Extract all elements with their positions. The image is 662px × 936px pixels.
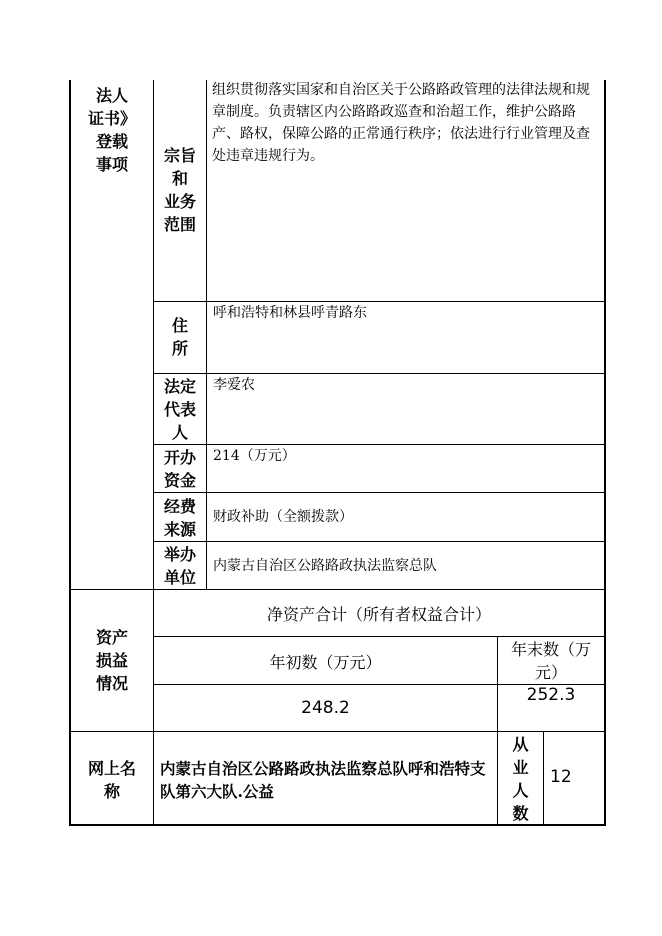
table-border-right [604,80,606,826]
table-column-divider [543,731,544,826]
row-label-startup-funds: 开办 资金 [163,448,196,490]
staff-count-label: 从 业 人 数 [512,735,529,823]
table-column-divider [206,80,207,590]
table-row-divider [153,541,605,542]
section-label-online-name: 网上名 称 [87,759,136,801]
table-row-divider [153,492,605,493]
table-border-left [69,80,71,826]
row-value-sponsor-unit: 内蒙古自治区公路路政执法监察总队 [213,558,437,574]
beginning-of-year-header: 年初数（万元） [269,653,382,672]
row-value-purpose-scope: 组织贯彻落实国家和自治区关于公路路政管理的法律法规和规章制度。负责辖区内公路路政巡查和治超工作，维护公路路产、路权，保障公路的正常通行秩序；依法进行行业管理及查处违章违规行为。 [212,82,590,164]
table-row-divider [153,636,605,637]
row-label-purpose-scope: 宗旨 和 业务 范围 [163,146,196,234]
row-value-legal-representative: 李爱农 [213,377,255,393]
row-label-legal-representative: 法定 代表 人 [163,377,196,442]
row-label-address: 住 所 [171,316,188,358]
online-name-value: 内蒙古自治区公路路政执法监察总队呼和浩特支队第六大队.公益 [160,759,486,801]
row-label-sponsor-unit: 举办 单位 [163,545,196,587]
table-section-divider [69,731,606,732]
beginning-of-year-value: 248.2 [301,698,350,718]
row-value-funding-source: 财政补助（全额拨款） [213,509,353,525]
row-label-funding-source: 经费 来源 [163,497,196,539]
end-of-year-header: 年末数（万元） [510,640,591,682]
row-value-startup-funds: 214（万元） [213,448,296,464]
table-section-divider [69,589,606,590]
net-assets-header: 净资产合计（所有者权益合计） [266,605,491,624]
row-value-address: 呼和浩特和林县呼青路东 [213,305,367,321]
table-column-divider [497,636,498,732]
section-label-assets: 资产 损益 情况 [95,628,128,693]
section-label-registration: 法人 证书》 登载 事项 [87,86,136,174]
staff-count-value: 12 [550,767,572,787]
end-of-year-value: 252.3 [526,685,576,705]
